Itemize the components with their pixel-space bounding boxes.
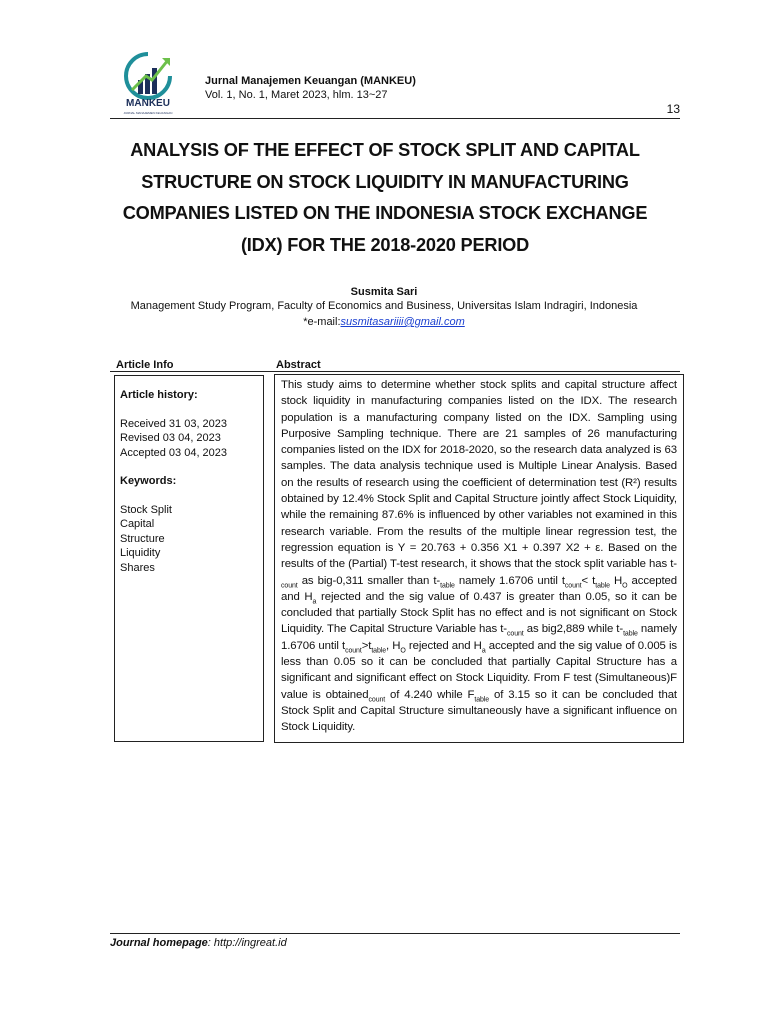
title-line: STRUCTURE ON STOCK LIQUIDITY IN MANUFACTURING xyxy=(141,171,629,192)
article-info-box xyxy=(114,375,264,742)
title-line: (IDX) FOR THE 2018-2020 PERIOD xyxy=(240,234,530,255)
keywords-label: Keywords: xyxy=(120,475,177,487)
keyword: Stock Split xyxy=(120,503,172,516)
revised-date: Revised 03 04, 2023 xyxy=(120,432,221,444)
footer-divider xyxy=(110,933,680,934)
received-date: Received 31 03, 2023 xyxy=(120,417,228,430)
title-line: ANALYSIS OF THE EFFECT OF STOCK SPLIT AND CAPITAL xyxy=(130,140,640,160)
journal-info xyxy=(205,74,416,102)
homepage-link[interactable]: http://ingreat.id xyxy=(213,937,287,949)
keyword: Capital xyxy=(120,518,155,530)
email-link[interactable]: susmitasariiii@gmail.com xyxy=(340,316,465,328)
keyword: Shares xyxy=(120,561,155,574)
title-line: COMPANIES LISTED ON THE INDONESIA STOCK EXCHANGE xyxy=(122,203,648,223)
footer: Journal homepage: http://ingreat.id xyxy=(110,937,287,949)
journal-name: Jurnal Manajemen Keuangan (MANKEU) xyxy=(205,75,416,87)
page-number: 13 xyxy=(666,102,680,116)
author-email xyxy=(0,316,768,328)
abstract-heading: Abstract xyxy=(276,359,321,371)
keyword: Structure xyxy=(120,532,165,545)
keyword: Liquidity xyxy=(120,547,161,559)
logo-text: MANKEU xyxy=(126,98,170,109)
journal-logo xyxy=(118,50,178,118)
history-label: Article history: xyxy=(120,389,198,401)
homepage-label: Journal homepage xyxy=(110,937,208,949)
author-affiliation: Management Study Program, Faculty of Economics and Business, Universitas Islam Indragiri, Indonesia xyxy=(130,300,638,312)
logo-subtext: JURNAL MANAJEMEN KEUANGAN xyxy=(123,111,173,115)
article-info-heading: Article Info xyxy=(116,359,174,371)
accepted-date: Accepted 03 04, 2023 xyxy=(120,446,228,459)
email-prefix: *e-mail: xyxy=(303,316,341,328)
section-divider xyxy=(110,371,680,372)
header-divider xyxy=(110,118,680,119)
abstract-text: This study aims to determine whether stock splits and capital structure affect stock liquidity in manufacturing companies listed on the IDX. The research population is a manufacturing company listed on the IDX. Sampling using Purposive Sampling technique. There are 21 samples of 26 manufacturing companies listed on the IDX for 2018-2020, so the research data analyzed is 63 samples. The data analysis technique used is Multiple Linear Analysis. Based on the results of research using the coefficient of determination test (R²) results obtained by 12.4% Stock Split and Capital Structure jointly affect Stock Liquidity, while the remaining 87.6% is influenced by other variables not examined in this research variable. From the results of the multiple linear regression test, the regression equation is Y = 20.763 + 0.356 X1 + 0.397 X2 + ε. Based on the results of the (Partial) T-test research, it shows that the stock split variable has $t-_{count}$ as big-0,311 smaller than $t-_{table}$ namely 1.6706 until $t_{count}< t_{table}$ $H_O$ accepted and $H_a$ rejected and the sig value of 0.437 is greater than 0.05, so it can be concluded that partially Stock Split has no effect and is not significant on Stock Liquidity. The Capital Structure Variable has $t-_{count}$ as big2,889 while $t-_{table}$ namely 1.6706 until $t_{count}>t_{table}$, $H_O$ rejected and $H_a$ accepted and the sig value of 0.005 is less than 0.05 so it can be concluded that partially Capital Structure has a significant and significant effect on Stock Liquidity. From F test (Simultaneous)F value is obtained$_{count}$ of 4.240 while $F_{table}$ of 3.15 so it can be concluded that Stock Split and Capital Structure simultaneously have a significant influence on Stock Liquidity. xyxy=(274,374,684,743)
author-name: Susmita Sari xyxy=(350,286,418,298)
paper-title xyxy=(100,135,670,261)
logo-graphic xyxy=(118,50,178,118)
journal-issue: Vol. 1, No. 1, Maret 2023, hlm. 13~27 xyxy=(205,89,388,101)
